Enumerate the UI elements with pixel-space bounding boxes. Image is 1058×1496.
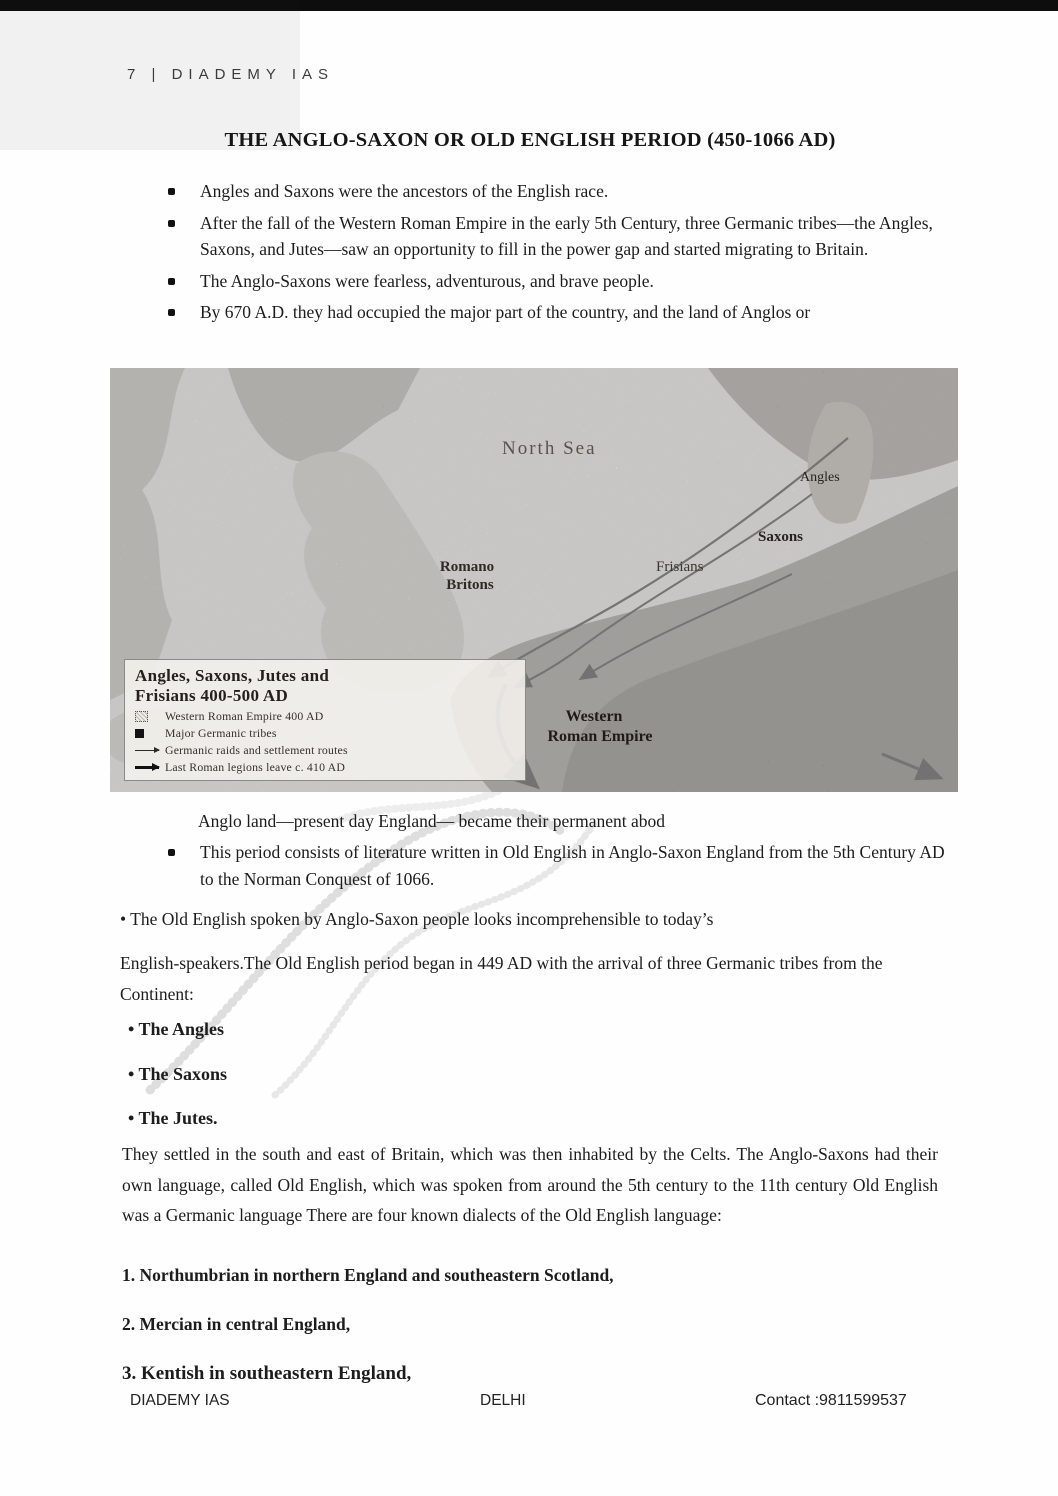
tribe-list: [128, 1016, 628, 1150]
anglo-land-continuation-line: Anglo land—present day England— became their permanent abod: [198, 811, 665, 831]
map-label-wre-line1: Western: [565, 708, 623, 725]
page-header-brand: 7 | DIADEMY IAS: [127, 66, 334, 83]
legend-label: Germanic raids and settlement routes: [165, 743, 348, 757]
legend-row: [135, 743, 515, 757]
bullet-item: The Anglo-Saxons were fearless, adventurous, and brave people.: [164, 268, 939, 295]
bullet-item: This period consists of literature written in Old English in Anglo-Saxon England from the 5th Century AD to the Norman Conquest of 1066.: [164, 839, 946, 892]
footer-brand: DIADEMY IAS: [130, 1392, 230, 1409]
legend-row: [135, 709, 515, 723]
map-label-wre-line2: Roman Empire: [547, 728, 653, 745]
raid-routes-arrow-icon: [135, 750, 165, 751]
tribe-item: • The Saxons: [128, 1063, 228, 1084]
dialect-list: [122, 1262, 952, 1409]
document-title: THE ANGLO-SAXON OR OLD ENGLISH PERIOD (450-1066 AD): [224, 129, 836, 151]
legend-label: Last Roman legions leave c. 410 AD: [165, 760, 346, 774]
migration-map-figure: [110, 368, 958, 792]
map-label-frisians: Frisians: [656, 559, 704, 575]
bullet-item: By 670 A.D. they had occupied the major part of the country, and the land of Anglos or: [164, 299, 939, 326]
footer-contact: Contact :9811599537: [755, 1392, 907, 1409]
roman-legions-arrow-icon: [135, 766, 165, 769]
settlement-paragraph: They settled in the south and east of Britain, which was then inhabited by the Celts. The Anglo-Saxons had their own language, called Old English, which was spoken from around the 5th century to the 11th century Old English was a Germanic language There are four known dialects of the Old English language:: [122, 1144, 938, 1225]
scan-noise-band: [0, 0, 1058, 13]
bullet-item: Angles and Saxons were the ancestors of the English race.: [164, 178, 939, 205]
intro-bullet-list: [164, 178, 939, 331]
map-label-romano-line1: Romano: [439, 559, 495, 575]
map-legend: [124, 659, 526, 781]
map-label-north-sea: North Sea: [502, 438, 597, 459]
legend-row: [135, 760, 515, 774]
old-english-paragraph-line2: English-speakers.The Old English period began in 449 AD with the arrival of three Germanic tribes from the Continent:: [120, 953, 883, 1004]
legend-row: [135, 726, 515, 740]
legend-label: Major Germanic tribes: [165, 726, 277, 740]
tribe-item: • The Angles: [128, 1019, 224, 1039]
legend-label: Western Roman Empire 400 AD: [165, 709, 324, 723]
footer-location: DELHI: [480, 1392, 526, 1409]
legend-title-line2: Frisians 400-500 AD: [135, 686, 289, 705]
dialect-item: 3. Kentish in southeastern England,: [122, 1363, 412, 1384]
literature-bullet-list: [164, 839, 946, 897]
tribe-item: • The Jutes.: [128, 1108, 218, 1128]
old-english-paragraph-line1: • The Old English spoken by Anglo-Saxon people looks incomprehensible to today’s: [120, 909, 714, 929]
dialect-item: 1. Northumbrian in northern England and southeastern Scotland,: [122, 1265, 614, 1285]
dialect-item: 2. Mercian in central England,: [122, 1314, 351, 1334]
bullet-item: After the fall of the Western Roman Empire in the early 5th Century, three Germanic tribes—the Angles, Saxons, and Jutes—saw an opportunity to fill in the power gap and started migrating to Britain.: [164, 210, 939, 263]
western-roman-empire-swatch-icon: [135, 711, 165, 722]
map-label-angles: Angles: [800, 470, 840, 485]
map-label-romano-line2: Britons: [446, 577, 494, 593]
map-label-saxons: Saxons: [758, 529, 804, 545]
legend-title-line1: Angles, Saxons, Jutes and: [135, 666, 330, 685]
germanic-tribes-swatch-icon: [135, 729, 165, 738]
